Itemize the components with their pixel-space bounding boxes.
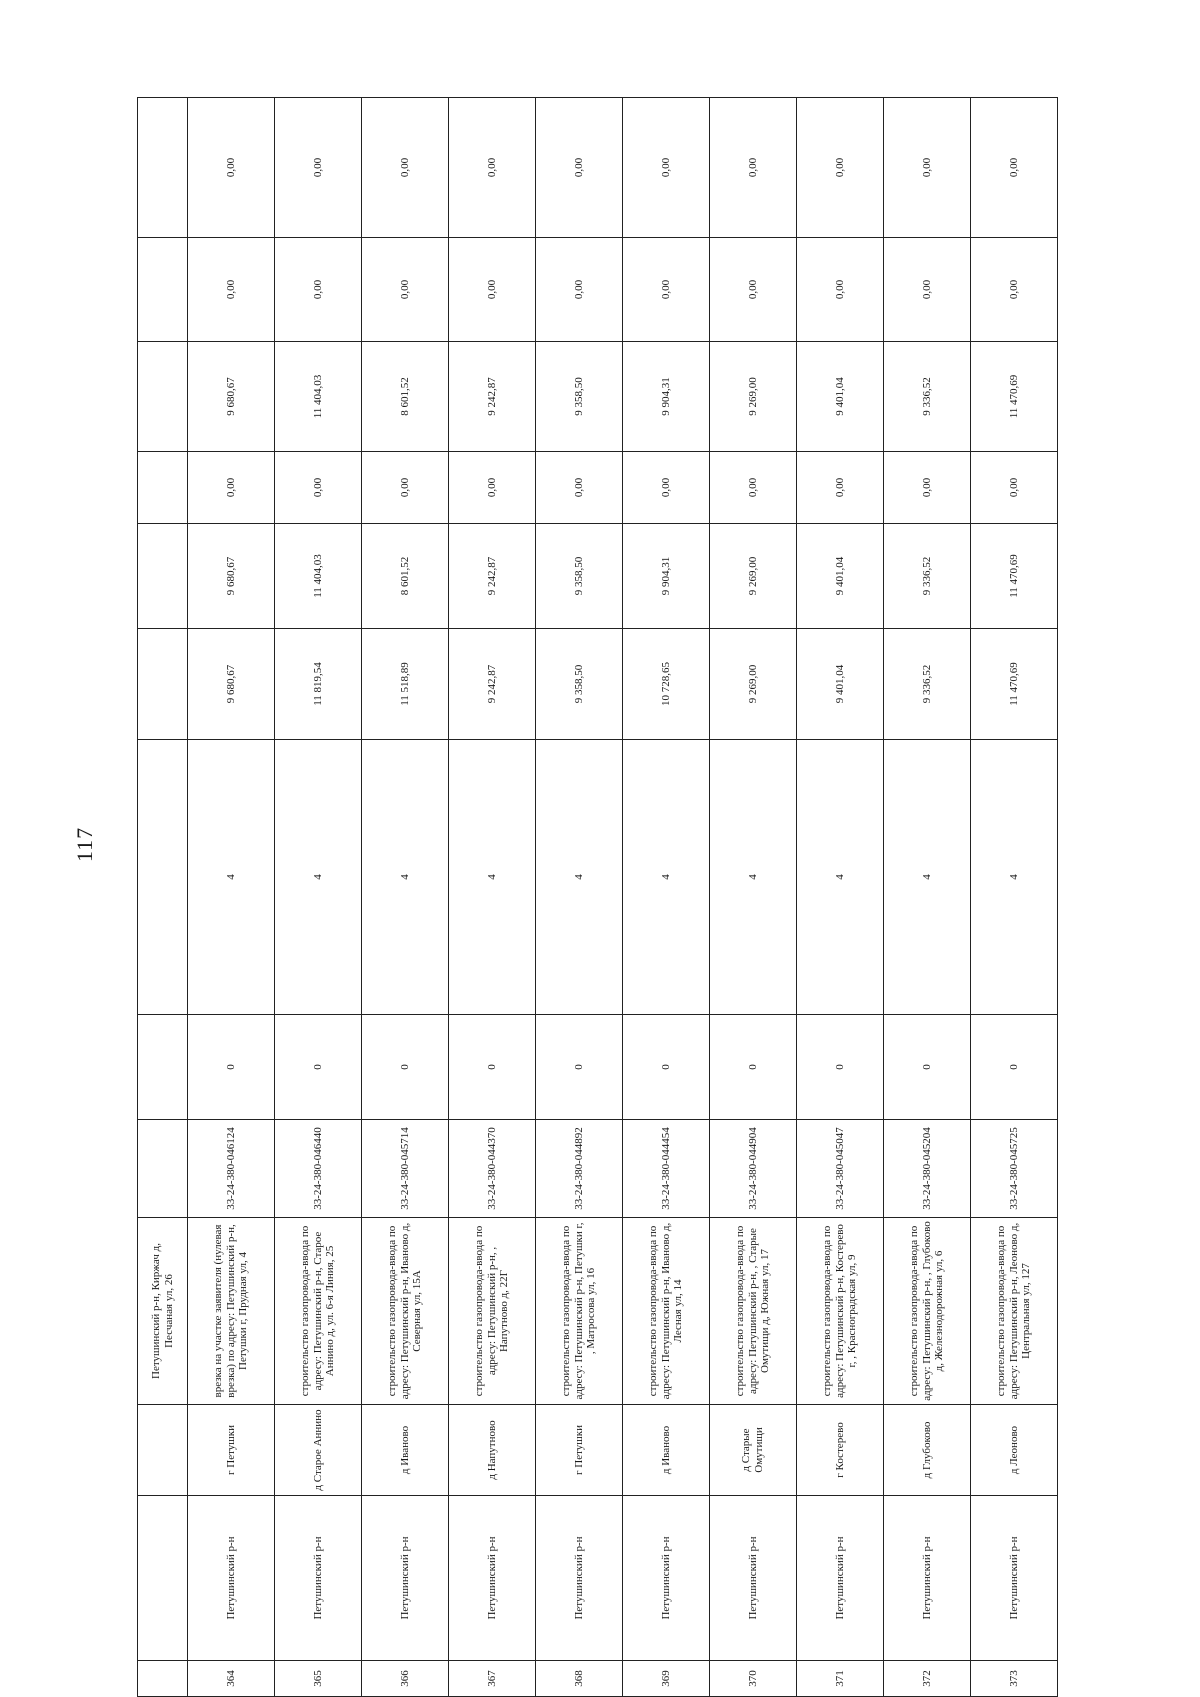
cell-four: 4	[971, 740, 1058, 1015]
cell-f: 0,00	[362, 98, 449, 238]
cell-d: 9 904,31	[623, 342, 710, 452]
cell-d: 9 358,50	[536, 342, 623, 452]
cell-b: 11 404,03	[275, 524, 362, 629]
cell-n: 367	[449, 1661, 536, 1697]
cell-c: 0,00	[536, 452, 623, 524]
cell-district: Петушинский р-н	[623, 1496, 710, 1661]
cell-a: 9 269,00	[710, 629, 797, 740]
cell-e: 0,00	[884, 238, 971, 342]
cell-zero: 0	[362, 1015, 449, 1120]
cell-settlement: д Иваново	[623, 1405, 710, 1496]
cell-n: 370	[710, 1661, 797, 1697]
cell-d	[138, 342, 188, 452]
cell-c: 0,00	[188, 452, 275, 524]
cell-description: врезка на участке заявителя (нулевая врезка) по адресу: Петушинский р-н, Петушки г, Прудная ул, 4	[188, 1218, 275, 1405]
cell-n: 364	[188, 1661, 275, 1697]
cell-a: 11 470,69	[971, 629, 1058, 740]
cell-cadastral: 33-24-380-044904	[710, 1120, 797, 1218]
cell-b: 9 358,50	[536, 524, 623, 629]
table-row	[797, 98, 884, 1697]
table-row	[884, 98, 971, 1697]
cell-a: 9 401,04	[797, 629, 884, 740]
cell-c: 0,00	[275, 452, 362, 524]
cell-n: 371	[797, 1661, 884, 1697]
cell-cadastral: 33-24-380-044370	[449, 1120, 536, 1218]
rotated-table-wrapper	[137, 98, 1057, 1697]
cell-c: 0,00	[797, 452, 884, 524]
cell-zero: 0	[884, 1015, 971, 1120]
cell-e	[138, 238, 188, 342]
cell-description: строительство газопровода-ввода по адресу: Петушинский р-н, , Глубоково д, Железнодорожная ул, 6	[884, 1218, 971, 1405]
cell-b: 9 680,67	[188, 524, 275, 629]
cell-description: строительство газопровода-ввода по адресу: Петушинский р-н, Иваново д, Северная ул, 15А	[362, 1218, 449, 1405]
cell-four: 4	[797, 740, 884, 1015]
table-row	[362, 98, 449, 1697]
cell-f: 0,00	[797, 98, 884, 238]
cell-a: 9 336,52	[884, 629, 971, 740]
cell-e: 0,00	[275, 238, 362, 342]
table-row	[188, 98, 275, 1697]
page-number: 117	[72, 826, 97, 862]
cell-description: строительство газопровода-ввода по адресу: Петушинский р-н, Старое Аннино д, ул. 6-я Линия, 25	[275, 1218, 362, 1405]
cell-f	[138, 98, 188, 238]
cell-a: 11 819,54	[275, 629, 362, 740]
cell-n: 368	[536, 1661, 623, 1697]
cell-a: 9 680,67	[188, 629, 275, 740]
cell-four	[138, 740, 188, 1015]
cell-district: Петушинский р-н	[971, 1496, 1058, 1661]
cell-zero: 0	[275, 1015, 362, 1120]
cell-settlement: д Иваново	[362, 1405, 449, 1496]
cell-four: 4	[449, 740, 536, 1015]
cell-c: 0,00	[884, 452, 971, 524]
cell-settlement: г Петушки	[188, 1405, 275, 1496]
cell-district: Петушинский р-н	[797, 1496, 884, 1661]
cell-f: 0,00	[710, 98, 797, 238]
cell-four: 4	[188, 740, 275, 1015]
cell-zero: 0	[188, 1015, 275, 1120]
cell-b	[138, 524, 188, 629]
cell-zero: 0	[623, 1015, 710, 1120]
cell-b: 9 242,87	[449, 524, 536, 629]
cell-d: 8 601,52	[362, 342, 449, 452]
table-row	[710, 98, 797, 1697]
cell-c: 0,00	[362, 452, 449, 524]
cell-description: строительство газопровода-ввода по адресу: Петушинский р-н, , Старые Омутищи д, Южная ул, 17	[710, 1218, 797, 1405]
cell-n: 365	[275, 1661, 362, 1697]
cell-cadastral: 33-24-380-045714	[362, 1120, 449, 1218]
cell-b: 9 336,52	[884, 524, 971, 629]
table-row	[449, 98, 536, 1697]
table-row	[971, 98, 1058, 1697]
cell-e: 0,00	[710, 238, 797, 342]
cell-d: 11 470,69	[971, 342, 1058, 452]
cell-zero: 0	[710, 1015, 797, 1120]
cell-zero: 0	[449, 1015, 536, 1120]
cell-district: Петушинский р-н	[188, 1496, 275, 1661]
cell-description: строительство газопровода-ввода по адресу: Петушинский р-н, Иваново д, Лесная ул, 14	[623, 1218, 710, 1405]
cell-settlement: г Петушки	[536, 1405, 623, 1496]
table-row	[536, 98, 623, 1697]
cell-district: Петушинский р-н	[710, 1496, 797, 1661]
cell-a: 9 242,87	[449, 629, 536, 740]
cell-d: 9 680,67	[188, 342, 275, 452]
cell-cadastral: 33-24-380-044454	[623, 1120, 710, 1218]
cell-district: Петушинский р-н	[362, 1496, 449, 1661]
cell-c: 0,00	[449, 452, 536, 524]
cell-b: 9 904,31	[623, 524, 710, 629]
cell-e: 0,00	[971, 238, 1058, 342]
cell-four: 4	[362, 740, 449, 1015]
cell-a	[138, 629, 188, 740]
cell-four: 4	[623, 740, 710, 1015]
cell-c	[138, 452, 188, 524]
cell-settlement: д Старое Аннино	[275, 1405, 362, 1496]
cell-four: 4	[536, 740, 623, 1015]
cell-b: 9 401,04	[797, 524, 884, 629]
cell-district: Петушинский р-н	[884, 1496, 971, 1661]
cell-zero	[138, 1015, 188, 1120]
cell-cadastral: 33-24-380-044892	[536, 1120, 623, 1218]
cell-b: 9 269,00	[710, 524, 797, 629]
cell-description: строительство газопровода-ввода по адресу: Петушинский р-н, Костерево г, , Красноградская ул, 9	[797, 1218, 884, 1405]
cell-cadastral: 33-24-380-045047	[797, 1120, 884, 1218]
cell-description: строительство газопровода-ввода по адресу: Петушинский р-н, , Напутново д, 22Г	[449, 1218, 536, 1405]
cell-d: 9 336,52	[884, 342, 971, 452]
cell-c: 0,00	[710, 452, 797, 524]
cell-c: 0,00	[971, 452, 1058, 524]
cell-a: 9 358,50	[536, 629, 623, 740]
cell-e: 0,00	[188, 238, 275, 342]
cell-cadastral	[138, 1120, 188, 1218]
cell-description: строительство газопровода-ввода по адресу: Петушинский р-н, Петушки г, , Матросова ул, 16	[536, 1218, 623, 1405]
gas-connection-table	[137, 97, 1058, 1697]
cell-four: 4	[275, 740, 362, 1015]
cell-n: 373	[971, 1661, 1058, 1697]
cell-e: 0,00	[449, 238, 536, 342]
cell-n: 372	[884, 1661, 971, 1697]
cell-d: 9 242,87	[449, 342, 536, 452]
cell-cadastral: 33-24-380-046124	[188, 1120, 275, 1218]
cell-n: 369	[623, 1661, 710, 1697]
cell-district: Петушинский р-н	[275, 1496, 362, 1661]
cell-f: 0,00	[884, 98, 971, 238]
cell-f: 0,00	[623, 98, 710, 238]
cell-f: 0,00	[536, 98, 623, 238]
table-row	[275, 98, 362, 1697]
cell-zero: 0	[971, 1015, 1058, 1120]
cell-settlement	[138, 1405, 188, 1496]
cell-n: 366	[362, 1661, 449, 1697]
cell-district	[138, 1496, 188, 1661]
cell-zero: 0	[797, 1015, 884, 1120]
table-row	[623, 98, 710, 1697]
table-row-continued	[138, 98, 188, 1697]
cell-district: Петушинский р-н	[536, 1496, 623, 1661]
cell-settlement: д Глубоково	[884, 1405, 971, 1496]
cell-zero: 0	[536, 1015, 623, 1120]
cell-b: 11 470,69	[971, 524, 1058, 629]
cell-e: 0,00	[623, 238, 710, 342]
cell-a: 10 728,65	[623, 629, 710, 740]
cell-f: 0,00	[275, 98, 362, 238]
cell-four: 4	[710, 740, 797, 1015]
cell-d: 9 401,04	[797, 342, 884, 452]
cell-settlement: д Старые Омутищи	[710, 1405, 797, 1496]
cell-settlement: г Костерево	[797, 1405, 884, 1496]
cell-cadastral: 33-24-380-045725	[971, 1120, 1058, 1218]
cell-n	[138, 1661, 188, 1697]
cell-description: Петушинский р-н, Киржач д, Песчаная ул, 26	[138, 1218, 188, 1405]
cell-c: 0,00	[623, 452, 710, 524]
cell-cadastral: 33-24-380-046440	[275, 1120, 362, 1218]
cell-f: 0,00	[188, 98, 275, 238]
cell-settlement: д Леоново	[971, 1405, 1058, 1496]
cell-e: 0,00	[536, 238, 623, 342]
cell-four: 4	[884, 740, 971, 1015]
cell-d: 11 404,03	[275, 342, 362, 452]
cell-district: Петушинский р-н	[449, 1496, 536, 1661]
cell-d: 9 269,00	[710, 342, 797, 452]
cell-b: 8 601,52	[362, 524, 449, 629]
cell-a: 11 518,89	[362, 629, 449, 740]
cell-e: 0,00	[362, 238, 449, 342]
cell-f: 0,00	[449, 98, 536, 238]
cell-f: 0,00	[971, 98, 1058, 238]
cell-description: строительство газопровода-ввода по адресу: Петушинский р-н, Леоново д, Центральная ул, 127	[971, 1218, 1058, 1405]
cell-cadastral: 33-24-380-045204	[884, 1120, 971, 1218]
cell-settlement: д Напутново	[449, 1405, 536, 1496]
cell-e: 0,00	[797, 238, 884, 342]
